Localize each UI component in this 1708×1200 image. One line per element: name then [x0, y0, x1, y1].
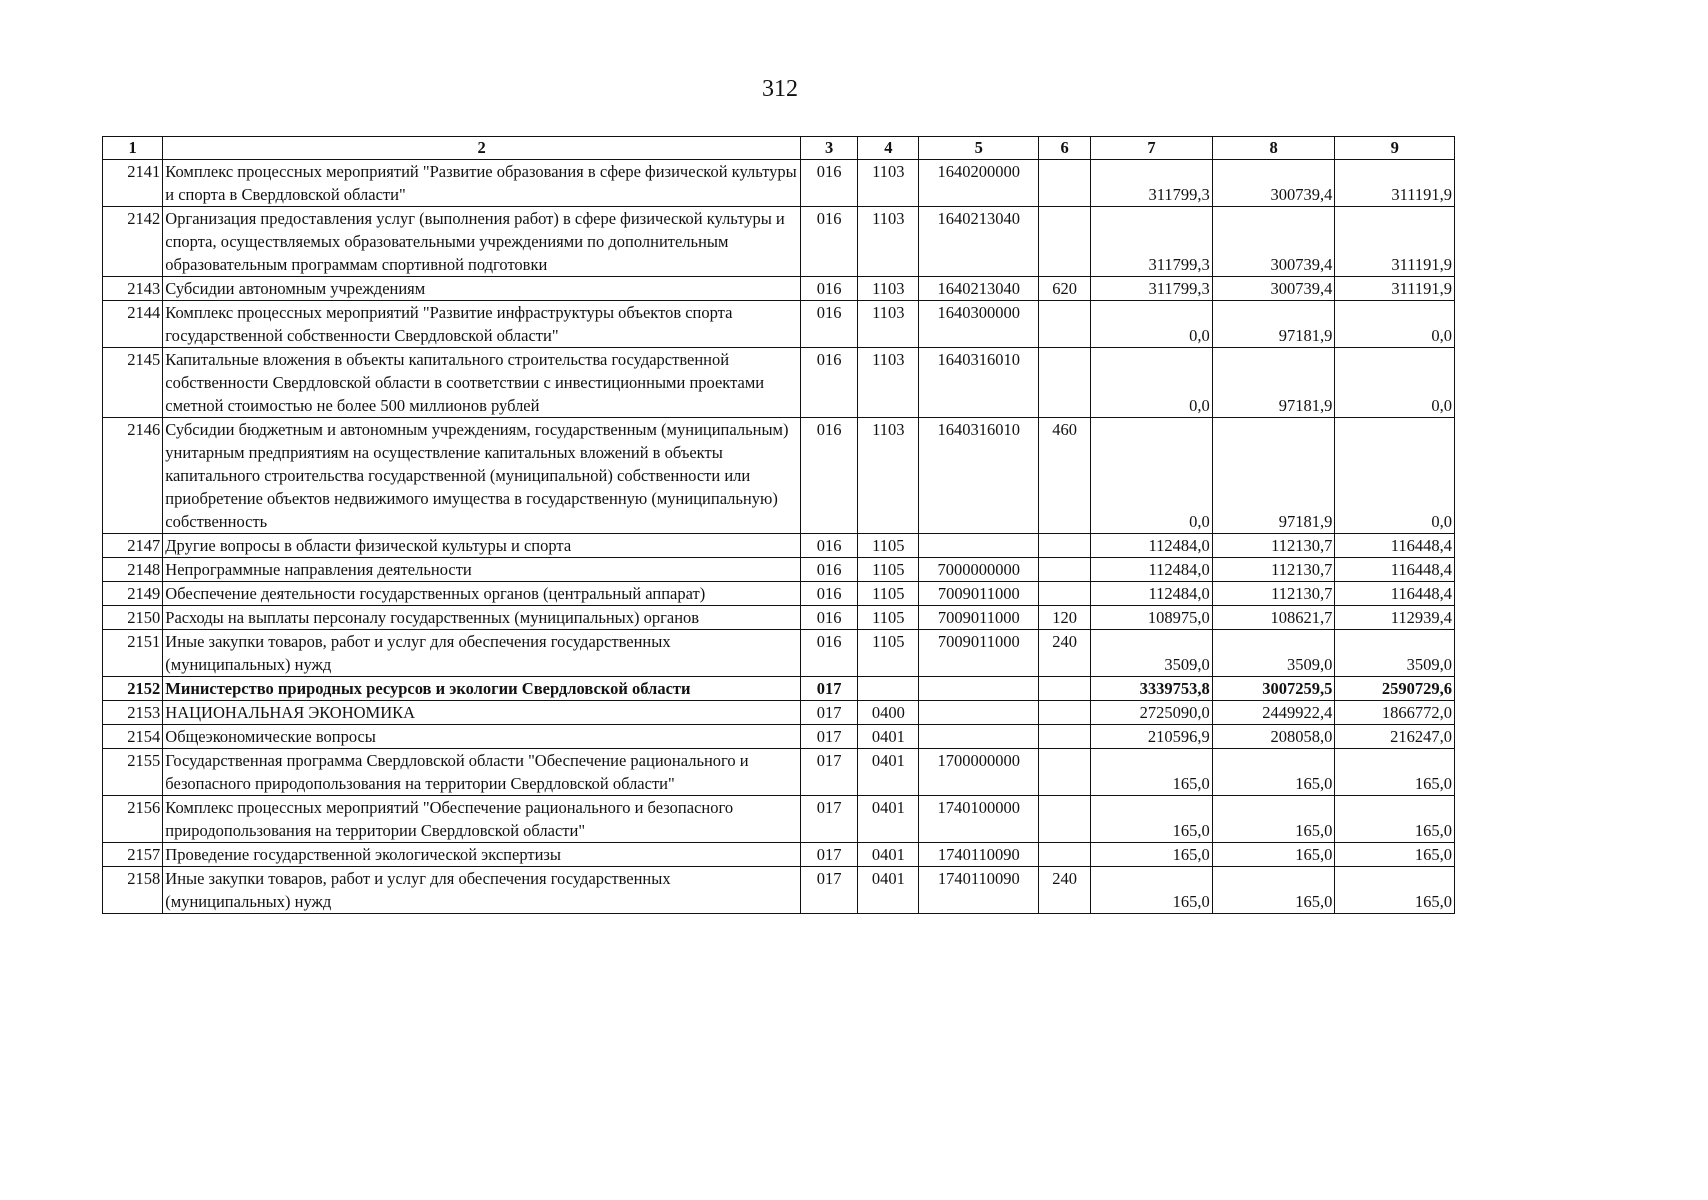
cell-value-9: 2590729,6 [1335, 677, 1455, 701]
cell-value-8: 2449922,4 [1212, 701, 1335, 725]
cell-value-9: 311191,9 [1335, 207, 1455, 277]
cell-col4: 0401 [858, 725, 919, 749]
row-name: Иные закупки товаров, работ и услуг для обеспечения государственных (муниципальных) нужд [163, 867, 801, 914]
row-number: 2145 [103, 348, 163, 418]
table-row [103, 558, 1455, 582]
cell-value-8: 97181,9 [1212, 348, 1335, 418]
row-number: 2141 [103, 160, 163, 207]
table-row [103, 606, 1455, 630]
cell-col5: 1640213040 [919, 207, 1039, 277]
row-name: Другие вопросы в области физической культуры и спорта [163, 534, 801, 558]
cell-value-8: 300739,4 [1212, 207, 1335, 277]
table-row [103, 630, 1455, 677]
cell-col6 [1039, 301, 1091, 348]
table-row [103, 301, 1455, 348]
cell-col6 [1039, 348, 1091, 418]
cell-value-7: 311799,3 [1091, 160, 1213, 207]
row-number: 2150 [103, 606, 163, 630]
table-row [103, 348, 1455, 418]
row-number: 2158 [103, 867, 163, 914]
cell-col4: 0401 [858, 796, 919, 843]
cell-col4: 0401 [858, 843, 919, 867]
header-cell: 8 [1212, 137, 1335, 160]
header-cell: 7 [1091, 137, 1213, 160]
page-number: 312 [762, 76, 798, 102]
cell-value-7: 112484,0 [1091, 558, 1213, 582]
cell-col3: 016 [800, 606, 857, 630]
cell-value-9: 165,0 [1335, 843, 1455, 867]
cell-value-9: 165,0 [1335, 749, 1455, 796]
table-row [103, 534, 1455, 558]
cell-col6 [1039, 582, 1091, 606]
cell-col5: 1640213040 [919, 277, 1039, 301]
cell-col3: 016 [800, 301, 857, 348]
cell-value-7: 165,0 [1091, 843, 1213, 867]
table-row [103, 582, 1455, 606]
cell-col5: 1640316010 [919, 348, 1039, 418]
row-name: Обеспечение деятельности государственных органов (центральный аппарат) [163, 582, 801, 606]
cell-value-7: 165,0 [1091, 796, 1213, 843]
cell-value-9: 0,0 [1335, 418, 1455, 534]
row-number: 2154 [103, 725, 163, 749]
cell-col4: 1103 [858, 301, 919, 348]
cell-value-8: 208058,0 [1212, 725, 1335, 749]
cell-col4: 1105 [858, 582, 919, 606]
cell-value-9: 3509,0 [1335, 630, 1455, 677]
row-name: Субсидии бюджетным и автономным учреждениям, государственным (муниципальным) унитарным предприятиям на осуществление капитальных вложений в объекты капитального строительства государственной (муниципальной) собственности или приобретение объектов недвижимого имущества в государственную (муниципальную) собственность [163, 418, 801, 534]
cell-col4: 1103 [858, 418, 919, 534]
cell-col5: 1740100000 [919, 796, 1039, 843]
header-cell: 4 [858, 137, 919, 160]
cell-value-7: 0,0 [1091, 418, 1213, 534]
cell-value-7: 0,0 [1091, 348, 1213, 418]
cell-value-8: 112130,7 [1212, 558, 1335, 582]
cell-value-8: 3509,0 [1212, 630, 1335, 677]
cell-col6: 240 [1039, 867, 1091, 914]
cell-col3: 016 [800, 418, 857, 534]
cell-col3: 016 [800, 348, 857, 418]
cell-col6: 620 [1039, 277, 1091, 301]
cell-col3: 017 [800, 725, 857, 749]
header-cell: 6 [1039, 137, 1091, 160]
cell-value-8: 300739,4 [1212, 160, 1335, 207]
cell-col6: 120 [1039, 606, 1091, 630]
header-cell: 9 [1335, 137, 1455, 160]
cell-col6 [1039, 558, 1091, 582]
cell-col4: 1103 [858, 348, 919, 418]
cell-col5: 7009011000 [919, 582, 1039, 606]
cell-value-8: 108621,7 [1212, 606, 1335, 630]
cell-col5: 1640200000 [919, 160, 1039, 207]
cell-col4: 1105 [858, 558, 919, 582]
row-name: НАЦИОНАЛЬНАЯ ЭКОНОМИКА [163, 701, 801, 725]
cell-value-9: 0,0 [1335, 301, 1455, 348]
row-number: 2143 [103, 277, 163, 301]
row-name: Комплекс процессных мероприятий "Обеспечение рационального и безопасного природопользования на территории Свердловской области" [163, 796, 801, 843]
table-row [103, 843, 1455, 867]
cell-col3: 016 [800, 558, 857, 582]
cell-col6 [1039, 677, 1091, 701]
row-name: Комплекс процессных мероприятий "Развитие инфраструктуры объектов спорта государственной собственности Свердловской области" [163, 301, 801, 348]
cell-value-8: 112130,7 [1212, 534, 1335, 558]
row-number: 2153 [103, 701, 163, 725]
row-name: Расходы на выплаты персоналу государственных (муниципальных) органов [163, 606, 801, 630]
cell-value-9: 1866772,0 [1335, 701, 1455, 725]
cell-col5: 1640300000 [919, 301, 1039, 348]
header-row [103, 137, 1455, 160]
row-number: 2146 [103, 418, 163, 534]
cell-value-9: 216247,0 [1335, 725, 1455, 749]
cell-value-8: 165,0 [1212, 867, 1335, 914]
row-name: Иные закупки товаров, работ и услуг для обеспечения государственных (муниципальных) нужд [163, 630, 801, 677]
cell-value-8: 97181,9 [1212, 301, 1335, 348]
row-number: 2155 [103, 749, 163, 796]
header-cell: 3 [800, 137, 857, 160]
row-number: 2148 [103, 558, 163, 582]
cell-col4: 1105 [858, 630, 919, 677]
row-name: Общеэкономические вопросы [163, 725, 801, 749]
cell-value-7: 3339753,8 [1091, 677, 1213, 701]
cell-col5: 7000000000 [919, 558, 1039, 582]
row-number: 2142 [103, 207, 163, 277]
row-name: Капитальные вложения в объекты капитального строительства государственной собственности Свердловской области в соответствии с инвестиционными проектами сметной стоимостью не более 500 миллионов рублей [163, 348, 801, 418]
row-number: 2157 [103, 843, 163, 867]
cell-value-8: 112130,7 [1212, 582, 1335, 606]
cell-col6 [1039, 701, 1091, 725]
cell-value-7: 165,0 [1091, 749, 1213, 796]
header-cell: 1 [103, 137, 163, 160]
row-number: 2149 [103, 582, 163, 606]
cell-value-7: 112484,0 [1091, 534, 1213, 558]
cell-col4: 1105 [858, 606, 919, 630]
cell-value-8: 300739,4 [1212, 277, 1335, 301]
cell-value-8: 165,0 [1212, 796, 1335, 843]
row-name: Государственная программа Свердловской области "Обеспечение рационального и безопасного природопользования на территории Свердловской области" [163, 749, 801, 796]
cell-value-9: 116448,4 [1335, 534, 1455, 558]
cell-col3: 017 [800, 867, 857, 914]
row-number: 2151 [103, 630, 163, 677]
cell-col5 [919, 701, 1039, 725]
cell-value-7: 3509,0 [1091, 630, 1213, 677]
cell-col4: 1103 [858, 277, 919, 301]
cell-col4: 0400 [858, 701, 919, 725]
cell-value-9: 116448,4 [1335, 582, 1455, 606]
row-number: 2156 [103, 796, 163, 843]
cell-col4 [858, 677, 919, 701]
row-name: Организация предоставления услуг (выполнения работ) в сфере физической культуры и спорта, осуществляемых образовательными учреждениями по дополнительным образовательным программам спортивной подготовки [163, 207, 801, 277]
row-name: Комплекс процессных мероприятий "Развитие образования в сфере физической культуры и спорта в Свердловской области" [163, 160, 801, 207]
table-row [103, 418, 1455, 534]
row-number: 2144 [103, 301, 163, 348]
cell-value-7: 2725090,0 [1091, 701, 1213, 725]
cell-col3: 017 [800, 749, 857, 796]
cell-col3: 017 [800, 701, 857, 725]
cell-value-7: 0,0 [1091, 301, 1213, 348]
cell-value-8: 165,0 [1212, 749, 1335, 796]
cell-col6 [1039, 725, 1091, 749]
cell-value-9: 116448,4 [1335, 558, 1455, 582]
cell-value-9: 311191,9 [1335, 277, 1455, 301]
cell-col4: 1103 [858, 160, 919, 207]
cell-value-8: 3007259,5 [1212, 677, 1335, 701]
cell-col6 [1039, 207, 1091, 277]
table-body [103, 160, 1455, 914]
budget-table [102, 136, 1455, 914]
table-row [103, 749, 1455, 796]
table-row [103, 796, 1455, 843]
cell-value-7: 210596,9 [1091, 725, 1213, 749]
cell-value-8: 165,0 [1212, 843, 1335, 867]
table-row [103, 725, 1455, 749]
cell-col5: 1700000000 [919, 749, 1039, 796]
cell-value-9: 311191,9 [1335, 160, 1455, 207]
cell-col6 [1039, 843, 1091, 867]
cell-col5 [919, 725, 1039, 749]
cell-col5: 1640316010 [919, 418, 1039, 534]
table-row [103, 867, 1455, 914]
table-row [103, 677, 1455, 701]
cell-col4: 1103 [858, 207, 919, 277]
header-cell: 2 [163, 137, 801, 160]
cell-value-9: 165,0 [1335, 867, 1455, 914]
table-row [103, 207, 1455, 277]
row-name: Субсидии автономным учреждениям [163, 277, 801, 301]
row-number: 2147 [103, 534, 163, 558]
cell-col4: 1105 [858, 534, 919, 558]
cell-value-9: 0,0 [1335, 348, 1455, 418]
row-name: Проведение государственной экологической экспертизы [163, 843, 801, 867]
cell-col3: 017 [800, 843, 857, 867]
cell-col3: 016 [800, 582, 857, 606]
row-name: Непрограммные направления деятельности [163, 558, 801, 582]
cell-col6 [1039, 160, 1091, 207]
cell-col3: 017 [800, 677, 857, 701]
row-number: 2152 [103, 677, 163, 701]
cell-value-7: 112484,0 [1091, 582, 1213, 606]
cell-col3: 016 [800, 630, 857, 677]
cell-col6: 460 [1039, 418, 1091, 534]
table-row [103, 160, 1455, 207]
cell-col5: 1740110090 [919, 867, 1039, 914]
cell-col5: 7009011000 [919, 630, 1039, 677]
cell-col6 [1039, 534, 1091, 558]
cell-value-7: 311799,3 [1091, 207, 1213, 277]
cell-value-8: 97181,9 [1212, 418, 1335, 534]
cell-col3: 016 [800, 207, 857, 277]
cell-col5 [919, 534, 1039, 558]
row-name: Министерство природных ресурсов и экологии Свердловской области [163, 677, 801, 701]
cell-value-7: 165,0 [1091, 867, 1213, 914]
cell-col5: 7009011000 [919, 606, 1039, 630]
cell-col3: 017 [800, 796, 857, 843]
cell-col3: 016 [800, 534, 857, 558]
table-row [103, 701, 1455, 725]
cell-col5 [919, 677, 1039, 701]
cell-col4: 0401 [858, 867, 919, 914]
cell-value-9: 165,0 [1335, 796, 1455, 843]
cell-value-9: 112939,4 [1335, 606, 1455, 630]
cell-col3: 016 [800, 277, 857, 301]
table-row [103, 277, 1455, 301]
cell-col6: 240 [1039, 630, 1091, 677]
cell-col4: 0401 [858, 749, 919, 796]
cell-col6 [1039, 749, 1091, 796]
cell-value-7: 108975,0 [1091, 606, 1213, 630]
cell-col6 [1039, 796, 1091, 843]
cell-col3: 016 [800, 160, 857, 207]
cell-col5: 1740110090 [919, 843, 1039, 867]
header-cell: 5 [919, 137, 1039, 160]
cell-value-7: 311799,3 [1091, 277, 1213, 301]
